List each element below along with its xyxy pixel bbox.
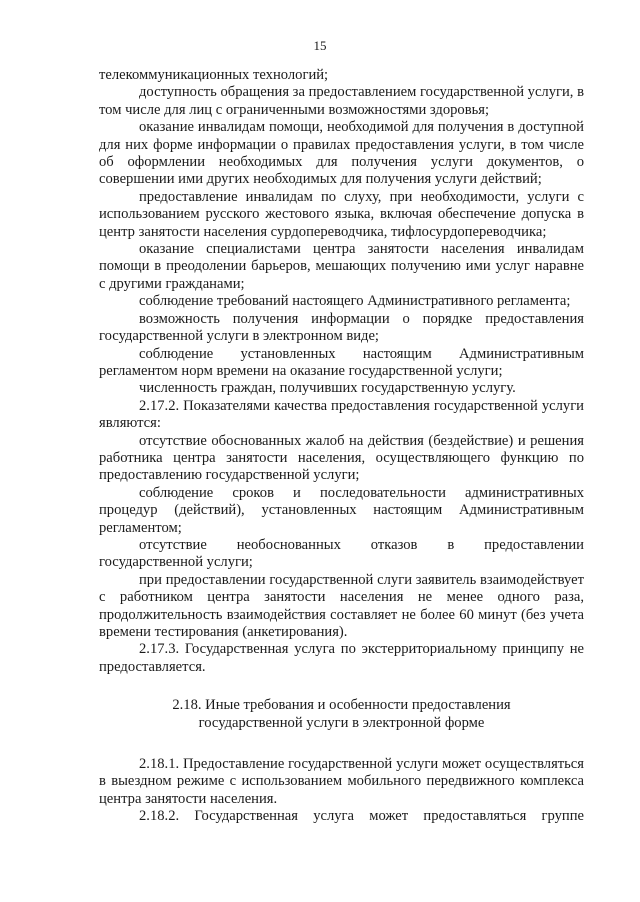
paragraph: 2.17.2. Показателями качества предоставления государственной услуги являются:	[99, 397, 584, 432]
paragraph: 2.18.2. Государственная услуга может предоставляться группе	[139, 808, 584, 825]
paragraph: соблюдение требований настоящего Административного регламента;	[139, 293, 571, 310]
paragraph: при предоставлении государственной слуги заявитель взаимодействует с работником центра занятости населения не менее одного раза, продолжительность взаимодействия составляет не более 60 минут (без учета времени тестирования (анкетирования).	[99, 571, 584, 640]
paragraph: телекоммуникационных технологий;	[99, 67, 329, 83]
section-heading-line: 2.18. Иные требования и особенности предоставления	[172, 697, 511, 714]
paragraph: предоставление инвалидам по слуху, при необходимости, услуги с использованием русского жестового языка, включая обеспечение допуска в центр занятости населения сурдопереводчика, тифлосурдопереводчика;	[99, 188, 584, 240]
paragraph: 2.18.1. Предоставление государственной услуги может осуществляться в выездном режиме с использованием мобильного передвижного комплекса центра занятости населения.	[99, 756, 584, 807]
paragraph: отсутствие обоснованных жалоб на действия (бездействие) и решения работника центра занятости населения, осуществляющего функцию по предоставлению государственной услуги;	[99, 432, 584, 484]
paragraph: доступность обращения за предоставлением государственной услуги, в том числе для лиц с ограниченными возможностями здоровья;	[99, 84, 584, 118]
paragraph: численность граждан, получивших государственную услугу.	[139, 380, 516, 397]
section-heading-line: государственной услуги в электронной форме	[198, 714, 485, 731]
paragraph: оказание специалистами центра занятости населения инвалидам помощи в преодолении барьеров, мешающих получению ими услуг наравне с другими гражданами;	[99, 241, 584, 292]
page-number: 15	[313, 38, 327, 53]
paragraph: отсутствие необоснованных отказов в предоставлении государственной услуги;	[99, 536, 584, 571]
section-heading	[99, 697, 584, 732]
paragraph: соблюдение установленных настоящим Административным регламентом норм времени на оказание государственной услуги;	[99, 345, 584, 379]
paragraph: соблюдение сроков и последовательности административных процедур (действий), установленных настоящим Административным регламентом;	[99, 484, 584, 536]
paragraph: 2.17.3. Государственная услуга по экстерриториальному принципу не предоставляется.	[99, 641, 584, 675]
paragraph: возможность получения информации о порядке предоставления государственной услуги в электронном виде;	[99, 310, 584, 345]
document-body	[99, 67, 584, 826]
paragraph: оказание инвалидам помощи, необходимой для получения в доступной для них форме информации о правилах предоставления услуги, в том числе об оформлении необходимых для получения услуги документов, о совершении ими других необходимых для получения услуги действий;	[99, 119, 584, 188]
